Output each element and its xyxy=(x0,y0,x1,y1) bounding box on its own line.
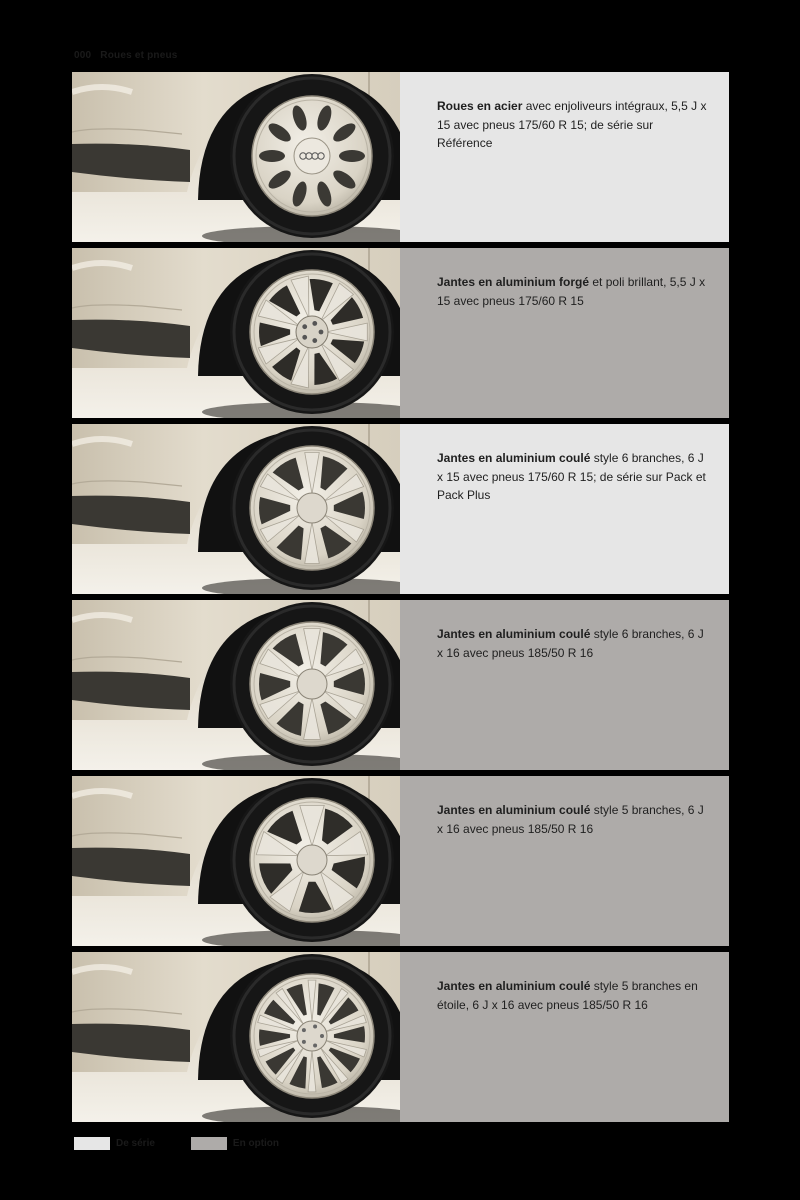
rim xyxy=(250,974,374,1098)
wheel-illustration xyxy=(72,776,400,946)
wheel-description-lead: Jantes en aluminium coulé xyxy=(437,979,591,993)
wheel-description xyxy=(400,424,729,594)
wheel-description-lead: Roues en acier xyxy=(437,99,523,113)
wheel-photo xyxy=(72,600,400,770)
wheel-description-lead: Jantes en aluminium forgé xyxy=(437,275,590,289)
wheel-illustration xyxy=(72,952,400,1122)
wheel-photo xyxy=(72,776,400,946)
rim xyxy=(250,622,374,746)
wheel-description-body: style 6 branches, 6 J x 15 avec pneus 175/60 R 15; de série sur Pack et Pack Plus xyxy=(437,451,706,502)
page-header xyxy=(74,50,178,61)
wheel-option-row xyxy=(72,424,729,594)
wheel-options-list xyxy=(72,72,729,1128)
wheel-option-row xyxy=(72,72,729,242)
wheel-photo xyxy=(72,248,400,418)
legend-serie-swatch xyxy=(74,1137,110,1150)
legend-serie-label: De série xyxy=(116,1137,155,1149)
wheel-description xyxy=(400,248,729,418)
wheel-option-row xyxy=(72,952,729,1122)
legend-option-swatch xyxy=(191,1137,227,1150)
wheel-photo xyxy=(72,72,400,242)
wheel-option-row xyxy=(72,776,729,946)
wheel-illustration xyxy=(72,600,400,770)
rim xyxy=(250,446,374,570)
wheel-description-body: style 5 branches, 6 J x 16 avec pneus 185/50 R 16 xyxy=(437,803,704,836)
wheel-description xyxy=(400,600,729,770)
wheel-description xyxy=(400,952,729,1122)
wheel-option-row xyxy=(72,248,729,418)
wheel-description xyxy=(400,776,729,946)
wheel-illustration xyxy=(72,72,400,242)
wheel-description-body: style 6 branches, 6 J x 16 avec pneus 185/50 R 16 xyxy=(437,627,704,660)
rim xyxy=(250,270,374,394)
wheel-description-body: avec enjoliveurs intégraux, 5,5 J x 15 avec pneus 175/60 R 15; de série sur Référence xyxy=(437,99,707,150)
rim xyxy=(252,96,372,216)
page-number: 000 xyxy=(74,50,92,61)
wheel-illustration xyxy=(72,248,400,418)
wheel-description-body: et poli brillant, 5,5 J x 15 avec pneus 175/60 R 15 xyxy=(437,275,706,308)
wheel-description xyxy=(400,72,729,242)
wheel-description-lead: Jantes en aluminium coulé xyxy=(437,451,591,465)
wheel-illustration xyxy=(72,424,400,594)
wheel-photo xyxy=(72,952,400,1122)
legend xyxy=(74,1136,315,1150)
wheel-option-row xyxy=(72,600,729,770)
section-title: Roues et pneus xyxy=(100,50,178,61)
legend-option-label: En option xyxy=(232,1137,280,1149)
wheel-description-lead: Jantes en aluminium coulé xyxy=(437,803,591,817)
rim xyxy=(250,798,374,922)
wheel-description-body: style 5 branches en étoile, 6 J x 16 avec pneus 185/50 R 16 xyxy=(437,979,698,1012)
wheel-description-lead: Jantes en aluminium coulé xyxy=(437,627,591,641)
wheel-photo xyxy=(72,424,400,594)
